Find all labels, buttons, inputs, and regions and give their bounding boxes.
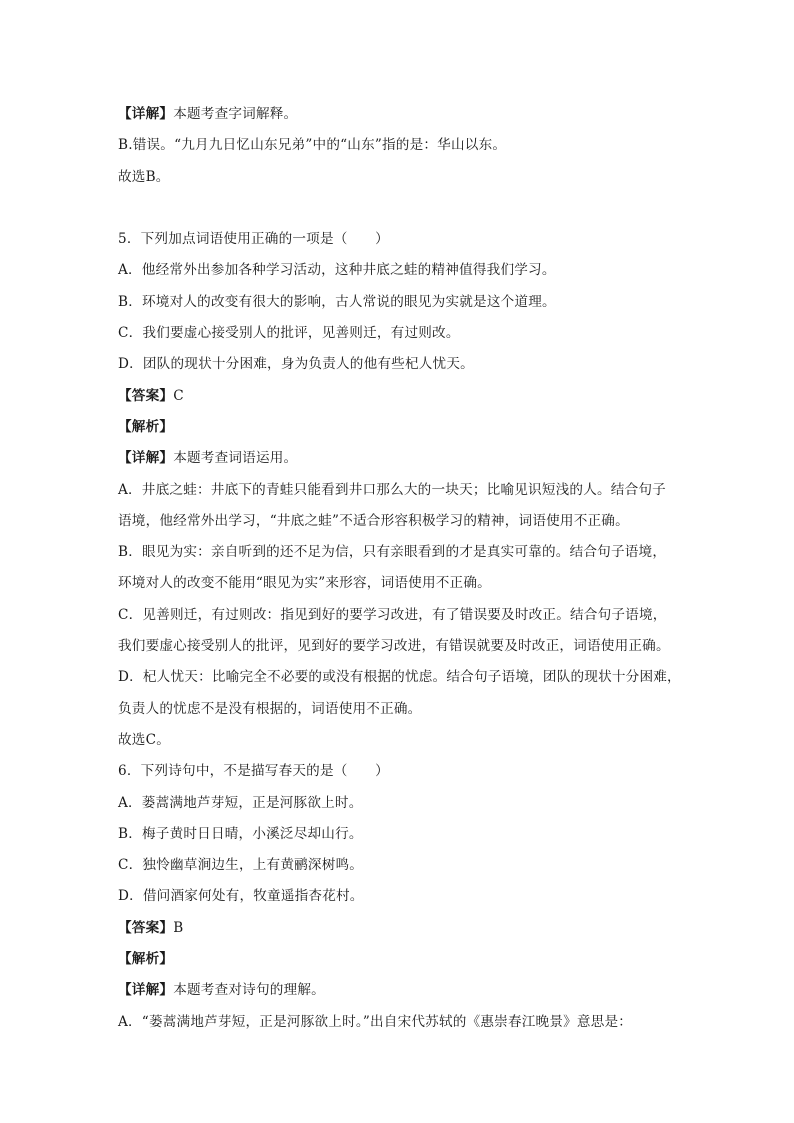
text-line: C．我们要虚心接受别人的批评，见善则迁，有过则改。 <box>118 325 460 342</box>
detail-label: 【详解】 <box>118 106 174 122</box>
detail-text: 本题考查词语运用。 <box>173 450 298 467</box>
text-line: B．梅子黄时日日晴，小溪泛尽却山行。 <box>118 825 363 842</box>
text-line: C．见善则迁，有过则改：指见到好的要学习改进，有了错误要及时改正。结合句子语境， <box>118 606 667 623</box>
text-line: A．他经常外出参加各种学习活动，这种井底之蛙的精神值得我们学习。 <box>118 262 556 279</box>
text-line: D．团队的现状十分困难，身为负责人的他有些杞人忧天。 <box>118 356 474 373</box>
detail-line <box>118 975 688 1006</box>
document-page <box>118 99 688 1038</box>
text-line: C．独怜幽草涧边生，上有黄鹂深树鸣。 <box>118 857 364 874</box>
text-line: 负责人的忧虑不是没有根据的，词语使用不正确。 <box>118 700 422 717</box>
analysis-label: 【解析】 <box>118 418 174 435</box>
text-line: A．井底之蛙：井底下的青蛙只能看到井口那么大的一块天；比喻见识短浅的人。结合句子 <box>118 481 666 498</box>
answer-line <box>118 913 688 944</box>
text-line: D．杞人忧天：比喻完全不必要的或没有根据的忧虑。结合句子语境，团队的现状十分困难， <box>118 669 681 686</box>
detail-text: 本题考查字词解释。 <box>173 106 298 122</box>
text-line: B．环境对人的改变有很大的影响，古人常说的眼见为实就是这个道理。 <box>118 293 556 310</box>
text-line: 我们要虚心接受别人的批评，见到好的要学习改进，有错误就要及时改正，词语使用正确。 <box>118 638 670 655</box>
answer-text: B <box>173 919 184 936</box>
blank-line <box>118 193 688 224</box>
detail-label: 【详解】 <box>118 450 174 467</box>
text-line: B.错误。“九月九日忆山东兄弟”中的“山东”指的是：华山以东。 <box>118 137 507 154</box>
analysis-line <box>118 412 688 443</box>
answer-line <box>118 381 688 412</box>
analysis-label: 【解析】 <box>118 951 174 968</box>
analysis-line <box>118 944 688 975</box>
text-line: 故选C。 <box>118 731 170 748</box>
text-line: 故选B。 <box>118 168 170 185</box>
detail-line <box>118 443 688 474</box>
text-line: A．“蒌蒿满地芦芽短，正是河豚欲上时。”出自宋代苏轼的《惠崇春江晚景》意思是： <box>118 1013 633 1030</box>
detail-text: 本题考查对诗句的理解。 <box>173 982 325 999</box>
answer-label: 【答案】 <box>118 919 174 936</box>
detail-label: 【详解】 <box>118 982 174 999</box>
text-line: B．眼见为实：亲自听到的还不足为信，只有亲眼看到的才是真实可靠的。结合句子语境， <box>118 544 667 561</box>
text-line: 5．下列加点词语使用正确的一项是（ ） <box>118 231 389 248</box>
text-line: 环境对人的改变不能用“眼见为实”来形容，词语使用不正确。 <box>118 575 491 592</box>
text-line: 语境，他经常外出学习，“井底之蛙”不适合形容积极学习的精神，词语使用不正确。 <box>118 512 629 529</box>
text-line: D．借问酒家何处有，牧童遥指杏花村。 <box>118 888 364 905</box>
answer-label: 【答案】 <box>118 387 174 404</box>
text-line: A．蒌蒿满地芦芽短，正是河豚欲上时。 <box>118 794 363 811</box>
answer-text: C <box>173 387 184 404</box>
detail-line <box>118 99 688 130</box>
text-line: 6．下列诗句中，不是描写春天的是（ ） <box>118 763 389 780</box>
